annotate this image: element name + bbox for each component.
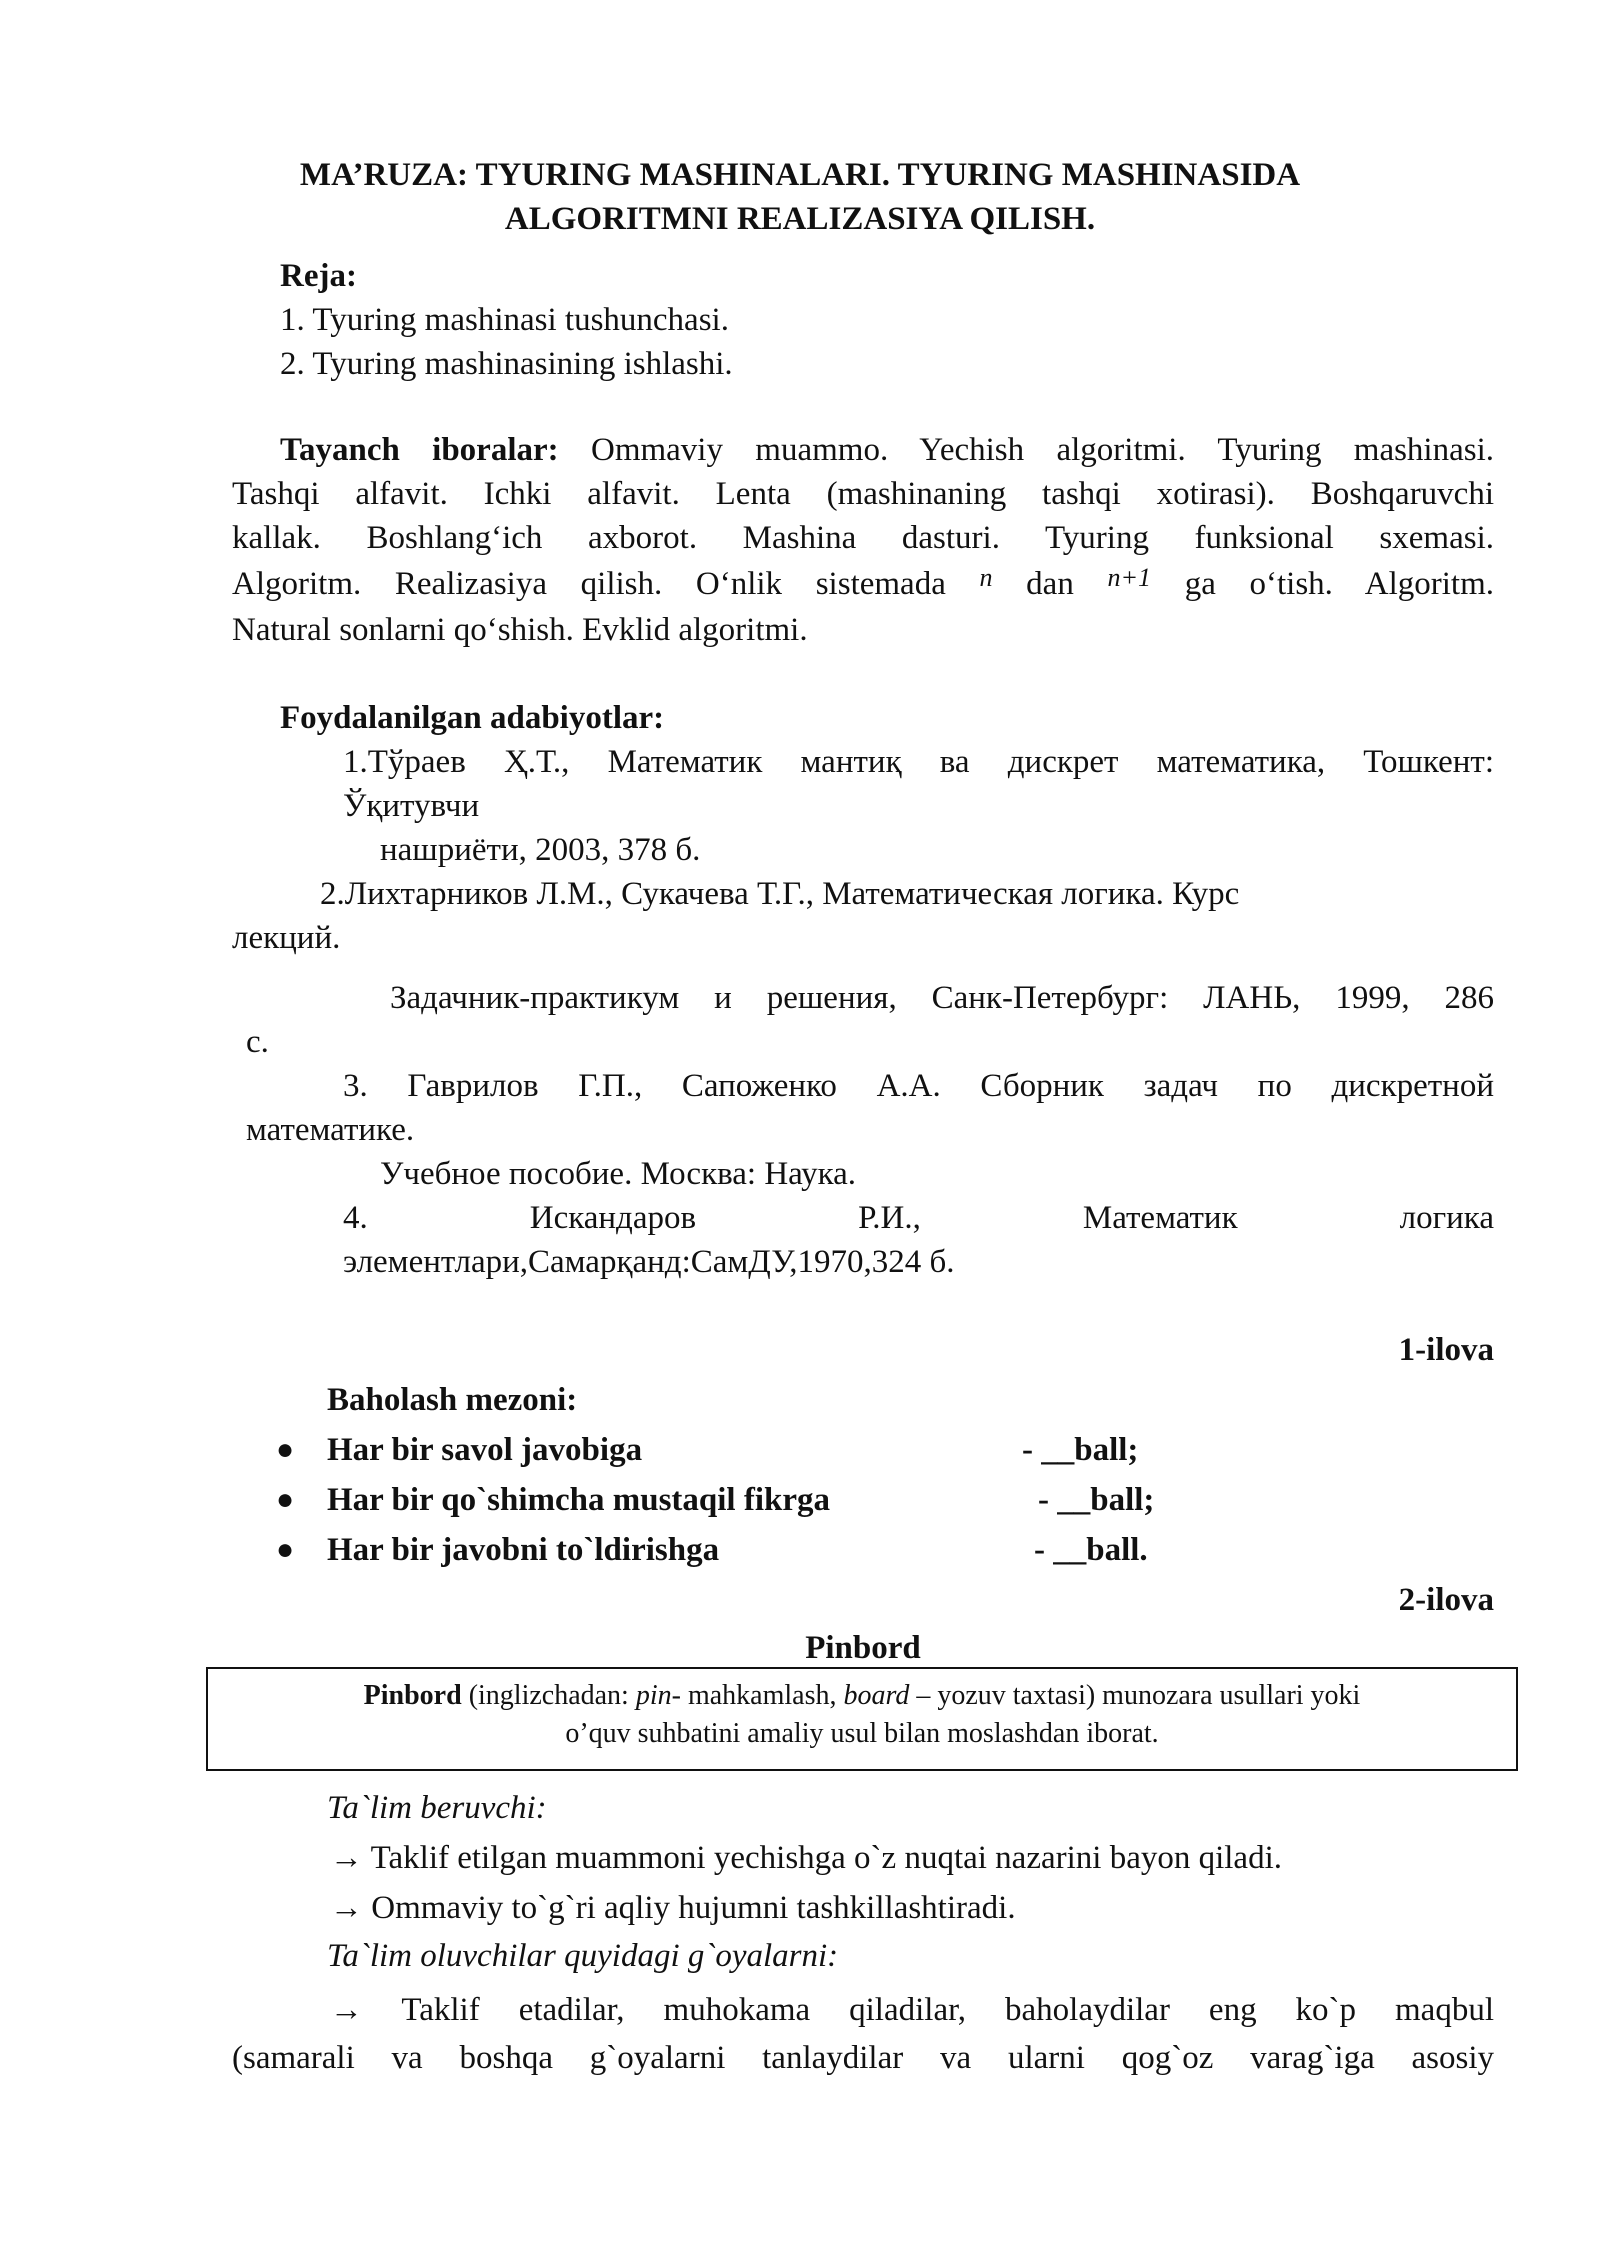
- assessment-item-score: - __ball;: [1022, 1432, 1139, 1468]
- plan-item-1: 1. Tyuring mashinasi tushunchasi.: [280, 302, 729, 338]
- teacher-item-2: → Ommaviy to`g`ri aqliy hujumni tashkillashtiradi.: [330, 1890, 1016, 1926]
- keywords-line5: Natural sonlarni qo‘shish. Evklid algoritmi.: [232, 612, 808, 648]
- ref1-line1: 1.Тўраев Ҳ.Т., Математик мантиқ ва дискрет математика, Тошкент:: [343, 744, 1494, 780]
- pinbord-definition-line1: [208, 1677, 1516, 1715]
- bullet-icon: ●: [276, 1433, 295, 1466]
- ref4-word-3: Р.И.,: [858, 1200, 921, 1236]
- ref4-word-4: Математик: [1082, 1200, 1238, 1236]
- appendix2-label: 2-ilova: [1398, 1582, 1494, 1618]
- pinbord-text: – yozuv taxtasi) munozara usullari yoki: [909, 1680, 1361, 1711]
- ref4-line2: элементлари,Самарқанд:СамДУ,1970,324 б.: [343, 1244, 955, 1280]
- ref4-line1: [343, 1196, 1494, 1240]
- keywords-label: Tayanch iboralar:: [280, 432, 559, 468]
- student-line2: (samarali va boshqa g`oyalarni tanlaydilar va ularni qog`oz varag`iga asosiy: [232, 2040, 1494, 2076]
- pinbord-pin-word: pin: [635, 1680, 672, 1711]
- pinbord-term: Pinbord: [363, 1680, 462, 1711]
- assessment-item-text: Har bir savol javobiga: [327, 1432, 643, 1468]
- plan-item-2: 2. Tyuring mashinasining ishlashi.: [280, 346, 733, 382]
- assessment-item-text: Har bir javobni to`ldirishga: [327, 1532, 720, 1568]
- pinbord-definition-line2: o’quv suhbatini amaliy usul bilan moslashdan iborat.: [565, 1718, 1159, 1749]
- assessment-item-score: - __ball.: [1034, 1532, 1148, 1568]
- literature-heading: Foydalanilgan adabiyotlar:: [280, 700, 665, 736]
- ref4-word-2: Искандаров: [529, 1200, 697, 1236]
- ref3-line1: 3. Гаврилов Г.П., Сапоженко А.А. Сборник задач по дискретной: [343, 1068, 1494, 1104]
- plan-heading: Reja:: [280, 258, 357, 294]
- ref1-line2: Ўқитувчи: [343, 788, 480, 824]
- pinbord-definition-box: [206, 1667, 1518, 1771]
- student-heading: Ta`lim oluvchilar quyidagi g`oyalarni:: [327, 1938, 839, 1974]
- ref2-line4: с.: [246, 1024, 269, 1060]
- assessment-heading: Baholash mezoni:: [327, 1382, 578, 1418]
- keywords-line3: kallak. Boshlang‘ich axborot. Mashina dasturi. Tyuring funksional sxemasi.: [232, 520, 1494, 556]
- ref2-line2: лекций.: [232, 920, 341, 956]
- assessment-item-score: - __ball;: [1038, 1482, 1155, 1518]
- keywords-line2: Tashqi alfavit. Ichki alfavit. Lenta (mashinaning tashqi xotirasi). Boshqaruvchi: [232, 476, 1494, 512]
- keywords-line1: [280, 428, 1494, 472]
- pinbord-text: - mahkamlash,: [671, 1680, 844, 1711]
- ref3-line2: математике.: [246, 1112, 415, 1148]
- ref2-line1: 2.Лихтарников Л.М., Сукачева Т.Г., Математическая логика. Курс: [320, 876, 1240, 912]
- keywords-line4: [232, 562, 1494, 608]
- bullet-icon: ●: [276, 1483, 295, 1516]
- appendix1-label: 1-ilova: [1398, 1332, 1494, 1368]
- teacher-item-1: → Taklif etilgan muammoni yechishga o`z nuqtai nazarini bayon qiladi.: [330, 1840, 1282, 1876]
- pinbord-heading: Pinbord: [805, 1630, 921, 1666]
- pinbord-text: (inglizchadan:: [461, 1680, 636, 1711]
- ref3-line3: Учебное пособие. Москва: Наука.: [380, 1156, 857, 1192]
- pinbord-board-word: board: [843, 1680, 910, 1711]
- ref2-line3: Задачник-практикум и решения, Санк-Петербург: ЛАНЬ, 1999, 286: [390, 980, 1494, 1016]
- keywords-text-4c: ga o‘tish. Algoritm.: [1184, 566, 1494, 602]
- teacher-heading: Ta`lim beruvchi:: [327, 1790, 547, 1826]
- assessment-item-text: Har bir qo`shimcha mustaqil fikrga: [327, 1482, 831, 1518]
- keywords-text-1: Ommaviy muammo. Yechish algoritmi. Tyuring mashinasi.: [590, 432, 1495, 468]
- keywords-text-4b: dan: [1026, 566, 1074, 602]
- ref4-word-1: 4.: [343, 1200, 368, 1236]
- student-line1: → Taklif etadilar, muhokama qiladilar, baholaydilar eng ko`p maqbul: [330, 1992, 1494, 2028]
- keywords-text-4a: Algoritm. Realizasiya qilish. O‘nlik sistemada: [232, 566, 946, 602]
- math-n: n: [979, 563, 993, 592]
- ref4-word-5: логика: [1399, 1200, 1494, 1236]
- page-title-line1: MA’RUZA: TYURING MASHINALARI. TYURING MASHINASIDA: [299, 157, 1301, 193]
- page-title-line2: ALGORITMNI REALIZASIYA QILISH.: [504, 201, 1096, 237]
- math-n-plus-1: n+1: [1107, 563, 1152, 592]
- ref1-line3: нашриёти, 2003, 378 б.: [380, 832, 701, 868]
- bullet-icon: ●: [276, 1533, 295, 1566]
